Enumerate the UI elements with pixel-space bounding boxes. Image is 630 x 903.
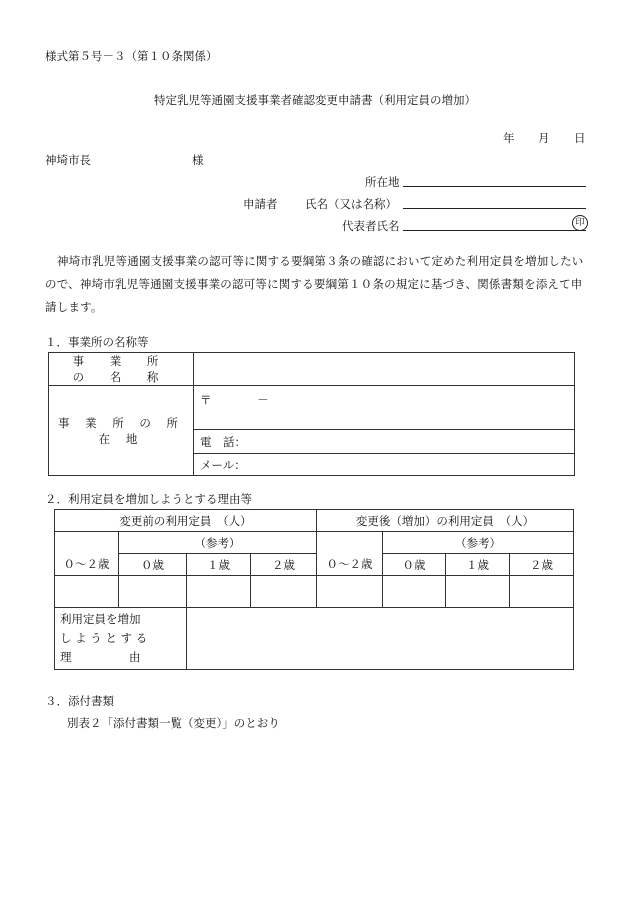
addressee-honorific: 様	[192, 153, 204, 167]
rep-name-input-line[interactable]	[403, 230, 586, 231]
section1-heading: １．事業所の名称等	[45, 335, 149, 349]
section3-heading: ３．添付書類	[45, 694, 114, 708]
before-value-0[interactable]	[119, 576, 187, 608]
name-input-line[interactable]	[403, 208, 586, 209]
before-value-2[interactable]	[251, 576, 317, 608]
mail-field[interactable]	[194, 454, 575, 476]
facility-table	[48, 352, 575, 476]
seal-mark: 印	[572, 215, 588, 231]
before-value-0-2[interactable]	[55, 576, 119, 608]
facility-address-label: 事 業 所 の 所 在 地	[49, 386, 194, 476]
reason-label: 利用定員を増加 し よ う と す る 理 由	[55, 608, 187, 670]
reason-field[interactable]	[187, 608, 574, 670]
phone-label: 電 話：	[200, 434, 246, 449]
after-reference-header: （参考）	[383, 532, 574, 554]
date-day: 日	[574, 131, 586, 145]
postal-mark: 〒	[200, 393, 212, 407]
mail-label: メール：	[200, 457, 246, 472]
document-title: 特定乳児等通園支援事業者確認変更申請書（利用定員の増加）	[154, 93, 476, 107]
after-capacity-header: 変更後（増加）の利用定員 （人）	[317, 510, 574, 532]
address-label: 所在地	[365, 175, 400, 189]
postal-dash: －	[257, 393, 269, 407]
applicant-label: 申請者	[243, 197, 278, 211]
after-age-1: １歳	[446, 554, 510, 576]
form-number: 様式第５号－３（第１０条関係）	[45, 49, 218, 63]
section2-heading: ２．利用定員を増加しようとする理由等	[45, 492, 252, 506]
after-value-0-2[interactable]	[317, 576, 383, 608]
date-year: 年	[503, 131, 515, 145]
after-age-0: ０歳	[383, 554, 446, 576]
after-value-2[interactable]	[510, 576, 574, 608]
after-age-0-2: ０～２歳	[317, 554, 383, 576]
after-value-1[interactable]	[446, 576, 510, 608]
attachments-text: 別表２「添付書類一覧（変更）」のとおり	[67, 716, 280, 730]
capacity-table	[54, 509, 574, 670]
after-value-0[interactable]	[383, 576, 446, 608]
phone-field[interactable]	[194, 430, 575, 454]
date-month: 月	[538, 131, 550, 145]
body-paragraph: 神埼市乳児等通園支援事業の認可等に関する要綱第３条の確認において定めた利用定員を増加したいので、神埼市乳児等通園支援事業の認可等に関する要綱第１０条の規定に基づき、関係書類を添えて申請します。	[45, 254, 584, 314]
postal-field[interactable]	[194, 386, 575, 430]
before-age-2: ２歳	[251, 554, 317, 576]
before-reference-header: （参考）	[119, 532, 317, 554]
facility-name-label: 事 業 所 の 名 称	[49, 353, 194, 386]
name-label: 氏名（又は名称）	[305, 197, 397, 211]
before-age-1: １歳	[187, 554, 251, 576]
facility-name-field[interactable]	[194, 353, 575, 386]
after-age-2: ２歳	[510, 554, 574, 576]
before-age-0-2: ０～２歳	[55, 554, 119, 576]
addressee-name: 神埼市長	[45, 153, 91, 167]
before-capacity-header: 変更前の利用定員 （人）	[55, 510, 317, 532]
rep-name-label: 代表者氏名	[342, 219, 400, 233]
address-input-line[interactable]	[403, 186, 586, 187]
before-age-0: ０歳	[119, 554, 187, 576]
before-value-1[interactable]	[187, 576, 251, 608]
